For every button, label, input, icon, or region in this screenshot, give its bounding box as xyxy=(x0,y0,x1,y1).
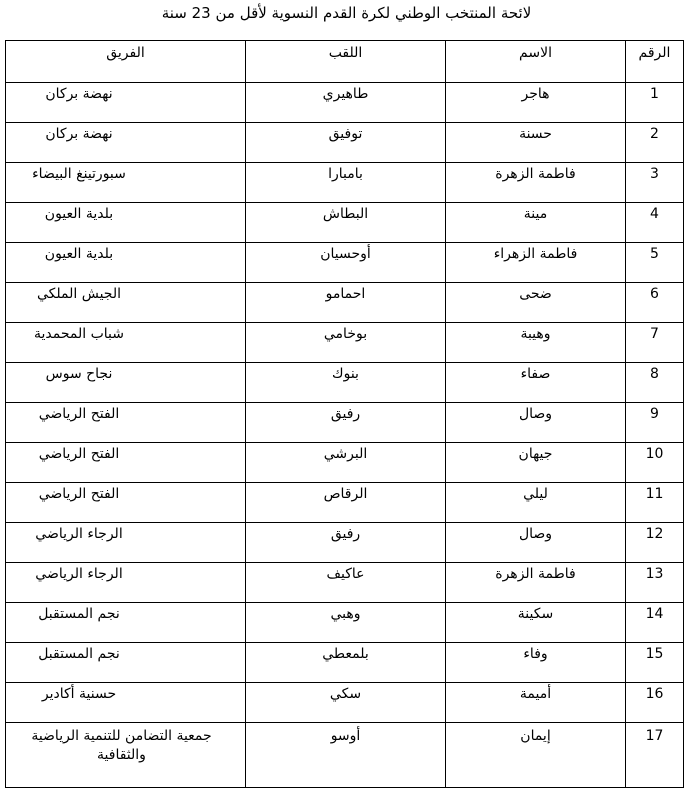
row-number: 16 xyxy=(626,683,684,723)
row-number: 15 xyxy=(626,643,684,683)
row-team: نجم المستقبل xyxy=(6,643,246,683)
row-number: 11 xyxy=(626,483,684,523)
table-row xyxy=(6,683,684,723)
row-number: 7 xyxy=(626,323,684,363)
row-team: الرجاء الرياضي xyxy=(6,563,246,603)
table-row xyxy=(6,483,684,523)
row-surname: توفيق xyxy=(246,123,446,163)
header-team: الفريق xyxy=(6,41,246,83)
row-number: 5 xyxy=(626,243,684,283)
row-name: هاجر xyxy=(446,83,626,123)
row-number: 4 xyxy=(626,203,684,243)
row-surname: وهبي xyxy=(246,603,446,643)
row-number: 12 xyxy=(626,523,684,563)
row-name: ليلي xyxy=(446,483,626,523)
row-surname: بوخامي xyxy=(246,323,446,363)
table-row xyxy=(6,83,684,123)
row-number: 14 xyxy=(626,603,684,643)
table-row xyxy=(6,443,684,483)
row-surname: سكي xyxy=(246,683,446,723)
row-name: حسنة xyxy=(446,123,626,163)
table-header-row xyxy=(6,41,684,83)
row-name: وفاء xyxy=(446,643,626,683)
row-number: 6 xyxy=(626,283,684,323)
table-row xyxy=(6,203,684,243)
row-number: 17 xyxy=(626,723,684,788)
row-surname: بامبارا xyxy=(246,163,446,203)
row-number: 10 xyxy=(626,443,684,483)
table-row xyxy=(6,323,684,363)
row-surname: البرشي xyxy=(246,443,446,483)
row-team: سبورتينغ البيضاء xyxy=(6,163,246,203)
row-team: حسنية أكادير xyxy=(6,683,246,723)
header-surname: اللقب xyxy=(246,41,446,83)
row-team: الفتح الرياضي xyxy=(6,483,246,523)
row-number: 2 xyxy=(626,123,684,163)
row-number: 1 xyxy=(626,83,684,123)
row-surname: أوسو xyxy=(246,723,446,788)
row-team: شباب المحمدية xyxy=(6,323,246,363)
row-surname: بنوك xyxy=(246,363,446,403)
header-name: الاسم xyxy=(446,41,626,83)
players-table xyxy=(5,40,684,788)
row-number: 3 xyxy=(626,163,684,203)
row-name: ضحى xyxy=(446,283,626,323)
table-row xyxy=(6,643,684,683)
row-name: فاطمة الزهرة xyxy=(446,563,626,603)
row-team: الفتح الرياضي xyxy=(6,403,246,443)
row-team: نجاح سوس xyxy=(6,363,246,403)
row-name: فاطمة الزهراء xyxy=(446,243,626,283)
table-row xyxy=(6,123,684,163)
row-name: فاطمة الزهرة xyxy=(446,163,626,203)
row-name: وصال xyxy=(446,403,626,443)
row-name: وصال xyxy=(446,523,626,563)
row-name: مينة xyxy=(446,203,626,243)
row-number: 8 xyxy=(626,363,684,403)
table-row xyxy=(6,523,684,563)
table-row xyxy=(6,403,684,443)
row-team: نهضة بركان xyxy=(6,83,246,123)
row-name: إيمان xyxy=(446,723,626,788)
row-surname: رفيق xyxy=(246,523,446,563)
row-team: نجم المستقبل xyxy=(6,603,246,643)
row-surname: البطاش xyxy=(246,203,446,243)
table-row xyxy=(6,563,684,603)
row-name: وهيبة xyxy=(446,323,626,363)
row-name: صفاء xyxy=(446,363,626,403)
row-surname: رفيق xyxy=(246,403,446,443)
table-row xyxy=(6,723,684,788)
row-name: جيهان xyxy=(446,443,626,483)
row-surname: أوحسيان xyxy=(246,243,446,283)
table-row xyxy=(6,603,684,643)
row-number: 13 xyxy=(626,563,684,603)
row-team: الرجاء الرياضي xyxy=(6,523,246,563)
table-row xyxy=(6,363,684,403)
document-title: لائحة المنتخب الوطني لكرة القدم النسوية لأقل من 23 سنة xyxy=(161,4,532,22)
row-surname: عاكيف xyxy=(246,563,446,603)
row-team: جمعية التضامن للتنمية الرياضية والثقافية xyxy=(6,723,246,788)
row-name: أميمة xyxy=(446,683,626,723)
row-surname: الرقاص xyxy=(246,483,446,523)
row-name: سكينة xyxy=(446,603,626,643)
row-team: الفتح الرياضي xyxy=(6,443,246,483)
row-team: الجيش الملكي xyxy=(6,283,246,323)
row-team: نهضة بركان xyxy=(6,123,246,163)
table-row xyxy=(6,243,684,283)
row-surname: احمامو xyxy=(246,283,446,323)
table-row xyxy=(6,163,684,203)
row-surname: بلمعطي xyxy=(246,643,446,683)
table-row xyxy=(6,283,684,323)
row-team: بلدية العيون xyxy=(6,203,246,243)
row-number: 9 xyxy=(626,403,684,443)
row-team: بلدية العيون xyxy=(6,243,246,283)
header-number: الرقم xyxy=(626,41,684,83)
row-surname: طاهيري xyxy=(246,83,446,123)
